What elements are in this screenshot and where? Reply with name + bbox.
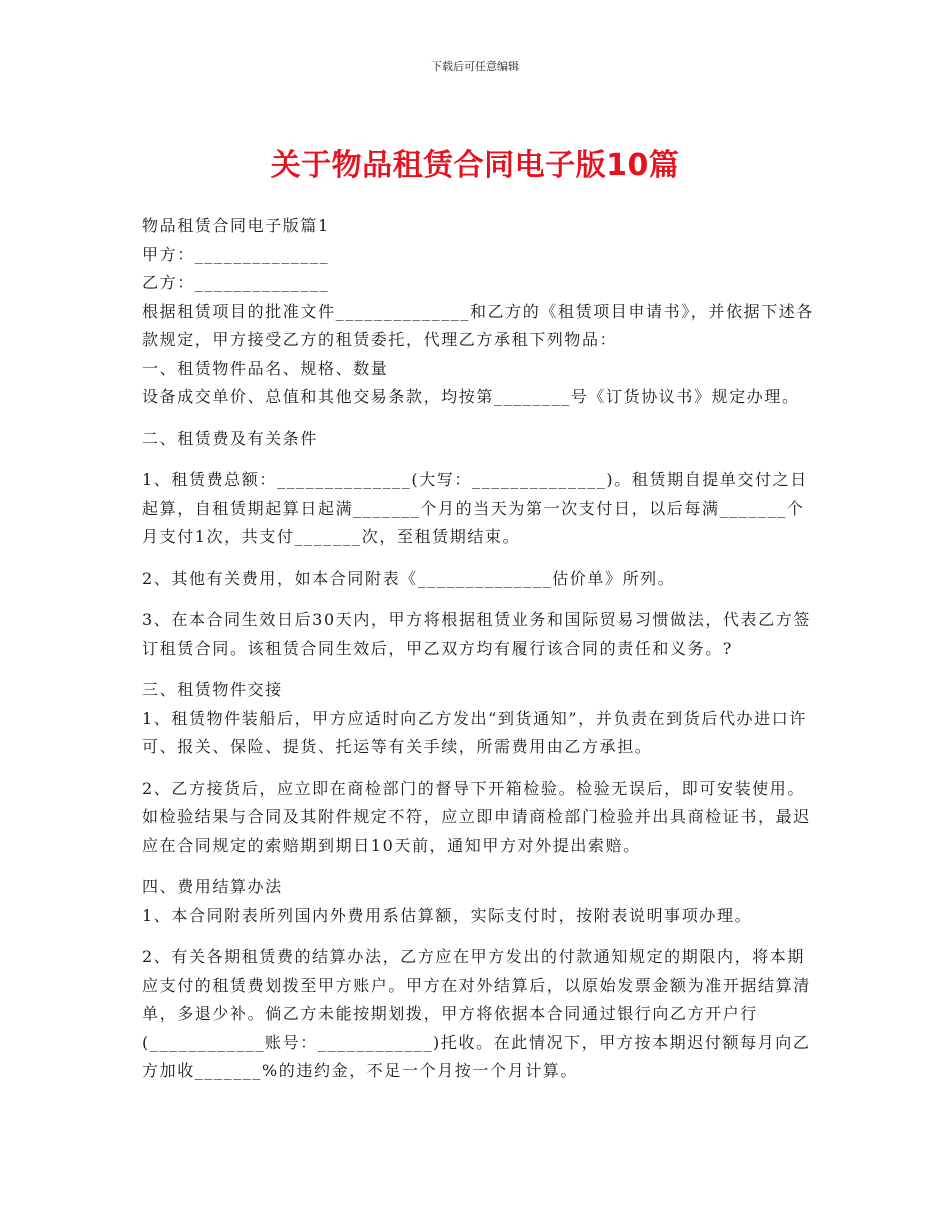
section-heading: 一、租赁物件品名、规格、数量	[142, 358, 389, 378]
paragraph: 根据租赁项目的批准文件______________和乙方的《租赁项目申请书》，并依据下述各款规定，甲方接受乙方的租赁委托，代理乙方承租下列物品：	[142, 301, 815, 349]
document-title: 关于物品租赁合同电子版10篇	[270, 148, 680, 183]
header-note: 下载后可任意编辑	[431, 60, 519, 73]
paragraph: 1、租赁物件装船后，甲方应适时向乙方发出“到货通知”，并负责在到货后代办进口许可、报关、保险、提货、托运等有关手续，所需费用由乙方承担。	[142, 708, 807, 756]
section-heading: 二、租赁费及有关条件	[142, 428, 319, 448]
paragraph: 1、本合同附表所列国内外费用系估算额，实际支付时，按附表说明事项办理。	[142, 905, 753, 925]
paragraph: 2、有关各期租赁费的结算办法，乙方应在甲方发出的付款通知规定的期限内，将本期应支付的租赁费划拨至甲方账户。甲方在对外结算后，以原始发票金额为准开据结算清单，多退少补。倘乙方未能按期划拨，甲方将依据本合同通过银行向乙方开户行(____________账号：____________)托收。在此情况下，甲方按本期迟付额每月向乙方加收_______%的违约金，不足一个月按一个月计算。	[142, 947, 811, 1080]
paragraph: 甲方：______________	[142, 244, 330, 264]
paragraph: 2、其他有关费用，如本合同附表《______________估价单》所列。	[142, 568, 676, 588]
section-heading: 四、费用结算办法	[142, 877, 283, 896]
paragraph: 乙方：______________	[142, 273, 330, 292]
paragraph: 物品租赁合同电子版篇1	[142, 216, 330, 235]
document-body	[142, 212, 814, 1086]
paragraph: 2、乙方接货后，应立即在商检部门的督导下开箱检验。检验无误后，即可安装使用。如检验结果与合同及其附件规定不符，应立即申请商检部门检验并出具商检证书，最迟应在合同规定的索赔期到期日10天前，通知甲方对外提出索赔。	[142, 778, 811, 855]
paragraph: 1、租赁费总额：______________(大写：______________)。租赁期自提单交付之日起算，自租赁期起算日起满_______个月的当天为第一次支付日，以后每满_______个月支付1次，共支付_______次，至租赁期结束。	[142, 470, 808, 546]
section-heading: 三、租赁物件交接	[142, 680, 283, 699]
paragraph: 3、在本合同生效日后30天内，甲方将根据租赁业务和国际贸易习惯做法，代表乙方签订租赁合同。该租赁合同生效后，甲乙双方均有履行该合同的责任和义务。?	[142, 610, 811, 658]
paragraph: 设备成交单价、总值和其他交易条款，均按第________号《订货协议书》规定办理。	[142, 387, 800, 406]
